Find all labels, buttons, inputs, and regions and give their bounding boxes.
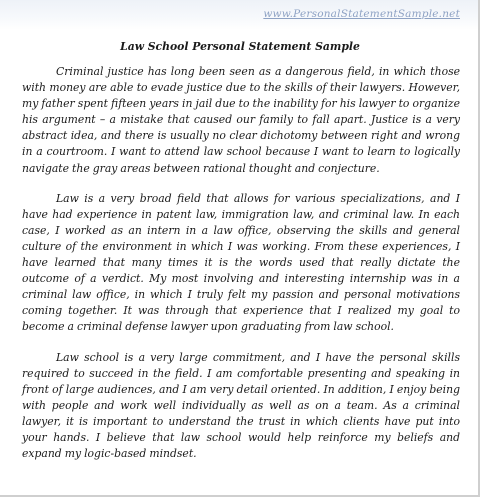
- site-watermark: www.PersonalStatementSample.net: [263, 8, 460, 20]
- paragraph-1: Criminal justice has long been seen as a dangerous field, in which those with money are able to evade justice due to the skills of their lawyers. However, my father spent fifteen years in jail due to the inability for his lawyer to organize his argument – a mistake that caused our family to fall apart. Justice is a very abstract idea, and there is usually no clear dichotomy between right and wrong in a courtroom. I want to attend law school because I want to learn to logically navigate the gray areas between rational thought and conjecture.: [22, 65, 460, 175]
- paragraph-2: Law is a very broad field that allows for various specializations, and I have had experience in patent law, immigration law, and criminal law. In each case, I worked as an intern in a law office, observing the skills and general culture of the environment in which I was working. From these experiences, I have learned that many times it is the words used that really dictate the outcome of a verdict. My most involving and interesting internship was in a criminal law office, in which I truly felt my passion and personal motivations coming together. It was through that experience that I realized my goal to become a criminal defense lawyer upon graduating from law school.: [22, 191, 460, 334]
- paragraph-3: Law school is a very large commitment, and I have the personal skills required to succeed in the field. I am comfortable presenting and speaking in front of large audiences, and I am very detail oriented. In addition, I enjoy being with people and work well individually as well as on a team. As a criminal lawyer, it is important to understand the trust in which clients have put into your hands. I believe that law school would help reinforce my beliefs and expand my logic-based mindset.: [22, 350, 460, 461]
- document-body: [22, 64, 460, 476]
- document-title: Law School Personal Statement Sample: [120, 40, 360, 53]
